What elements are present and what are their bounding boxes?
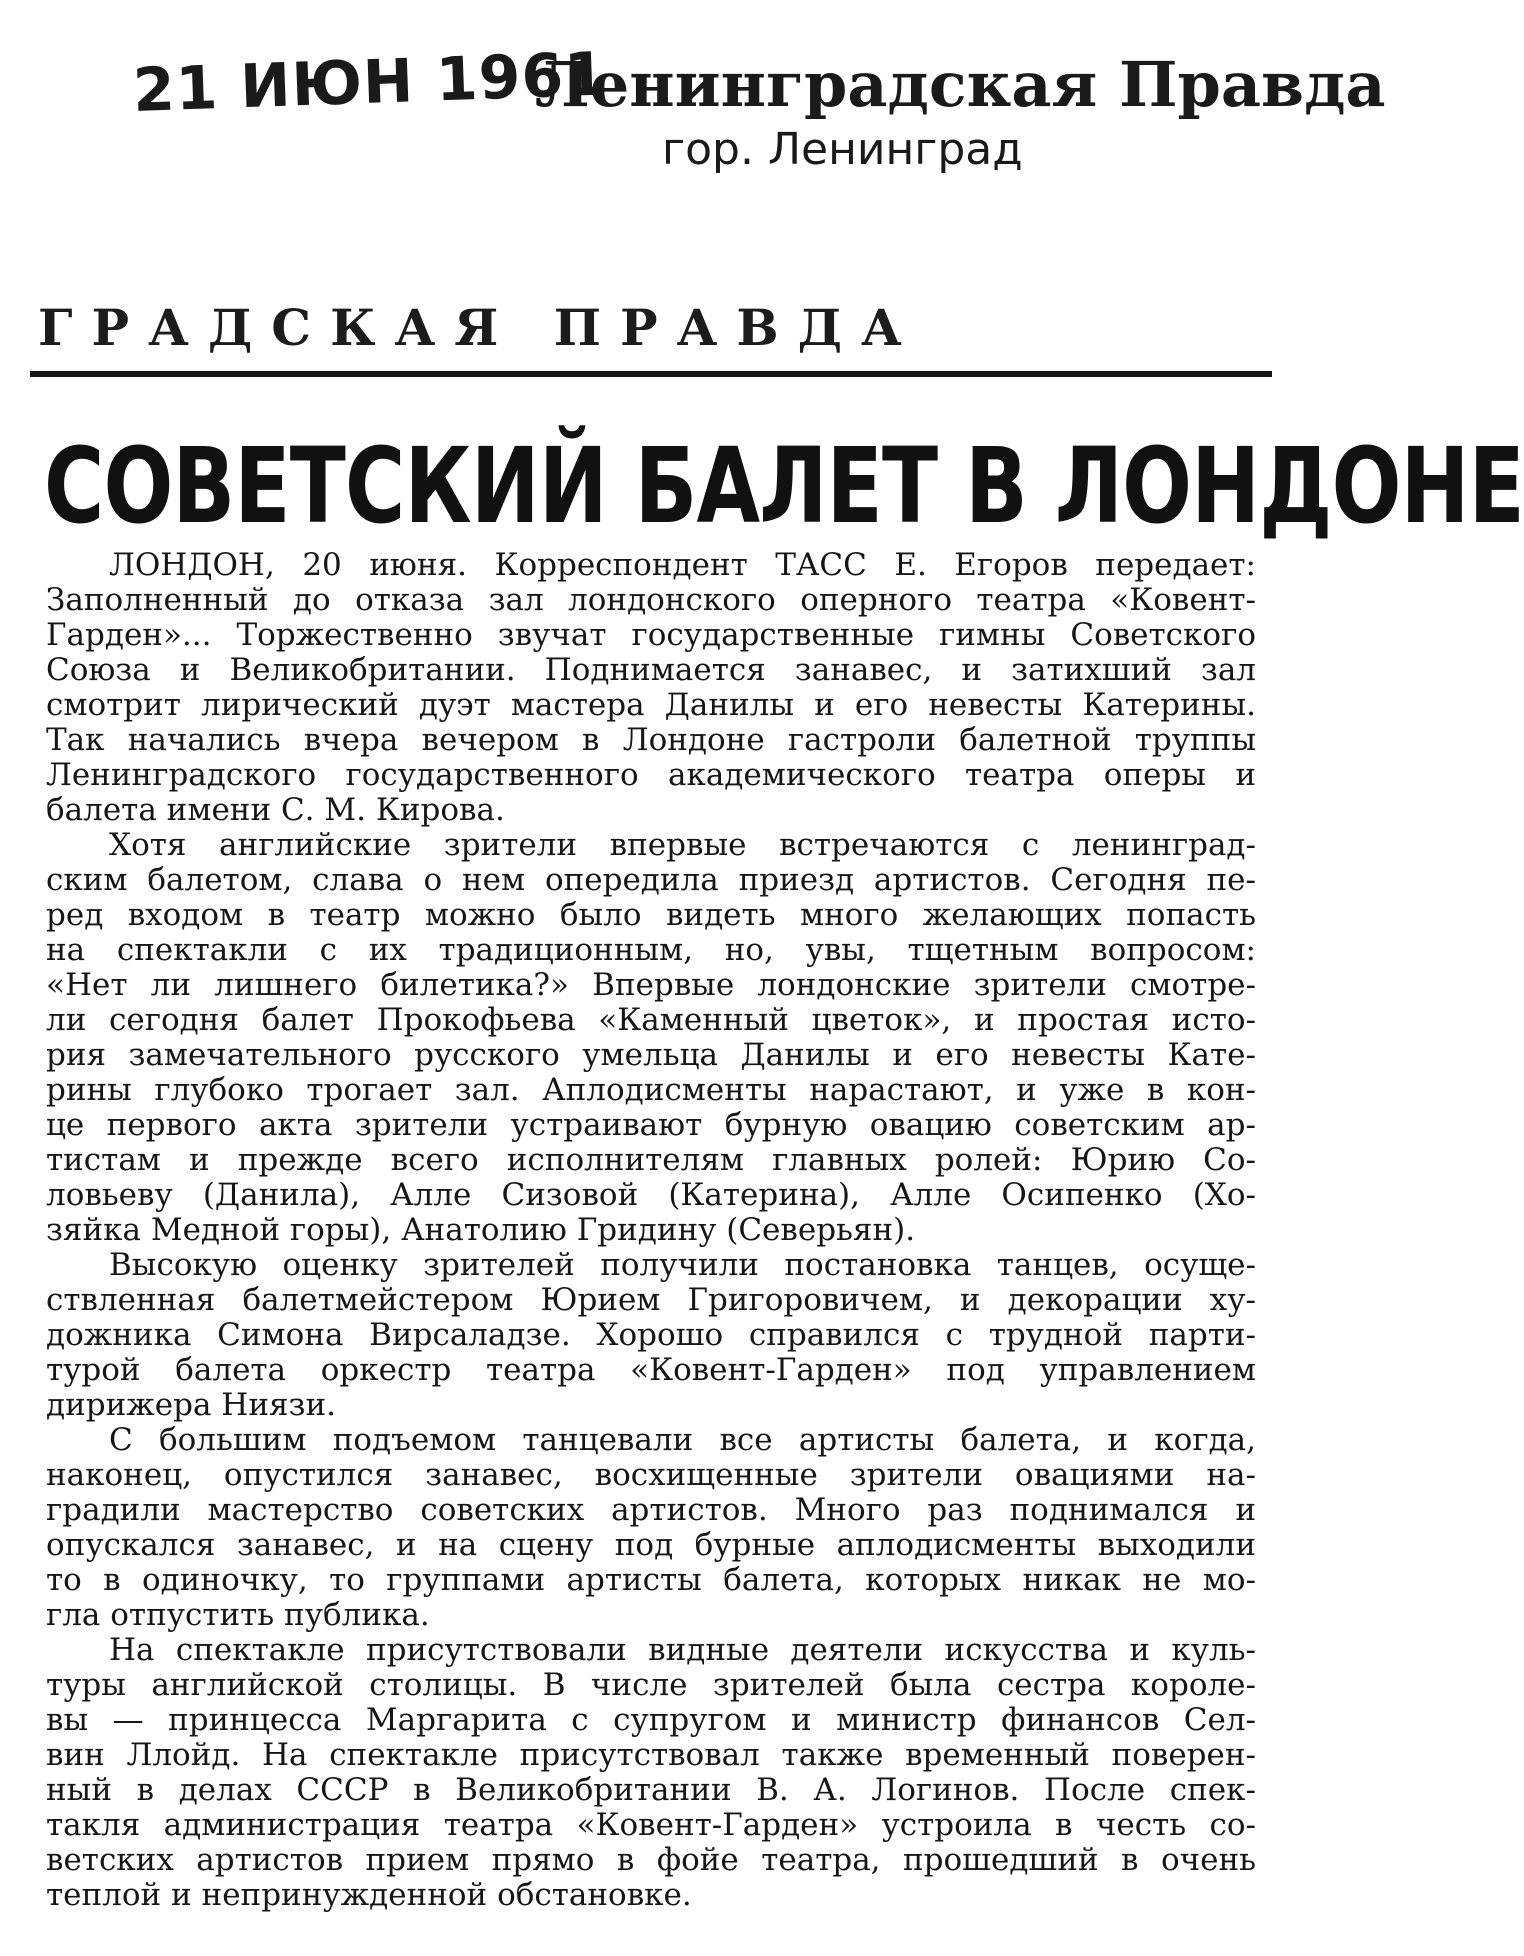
article-line: рия замечательного русского умельца Данилы и его невесты Кате- [46, 1037, 1256, 1073]
article-line: ловьеву (Данила), Алле Сизовой (Катерина), Алле Осипенко (Хо- [46, 1177, 1256, 1213]
article-line: ли сегодня балет Прокофьева «Каменный цветок», и простая исто- [46, 1002, 1256, 1038]
article-line: турой балета оркестр театра «Ковент-Гарден» под управлением [46, 1352, 1256, 1388]
article-line: С большим подъемом танцевали все артисты балета, и когда, [109, 1422, 1256, 1458]
article-line: вы — принцесса Маргарита с супругом и министр финансов Сел- [46, 1702, 1256, 1738]
article-line: Так начались вчера вечером в Лондоне гастроли балетной труппы [46, 722, 1256, 758]
article-line: дожника Симона Вирсаладзе. Хорошо справился с трудной парти- [46, 1317, 1256, 1353]
article-line: Союза и Великобритании. Поднимается занавес, и затихший зал [46, 652, 1256, 688]
article-line: на спектакли с их традиционным, но, увы, тщетным вопросом: [46, 932, 1256, 968]
article-line: вин Ллойд. На спектакле присутствовал также временный поверен- [46, 1737, 1256, 1773]
article-line: Заполненный до отказа зал лондонского оперного театра «Ковент- [46, 582, 1256, 618]
article-line: гла отпустить публика. [46, 1597, 430, 1633]
article-line: туры английской столицы. В числе зрителей была сестра короле- [46, 1667, 1256, 1703]
article-line: балета имени С. М. Кирова. [46, 792, 505, 828]
article-headline: СОВЕТСКИЙ БАЛЕТ В ЛОНДОНЕ [44, 425, 1524, 547]
stamp-date: 21 ИЮН 1961 [131, 39, 609, 126]
article-line: ный в делах СССР в Великобритании В. А. Логинов. После спек- [46, 1772, 1256, 1808]
article-line: ствленная балетмейстером Юрием Григоровичем, и декорации ху- [46, 1282, 1256, 1318]
article-line: тистам и прежде всего исполнителям главных ролей: Юрию Со- [46, 1142, 1256, 1178]
article-line: Хотя английские зрители впервые встречаются с ленинград- [109, 827, 1256, 863]
article-line: ским балетом, слава о нем опередила приезд артистов. Сегодня пе- [46, 862, 1256, 898]
article-body [46, 548, 1256, 1913]
article-line: рины глубоко трогает зал. Аплодисменты нарастают, и уже в кон- [46, 1072, 1256, 1108]
stamp-city: гор. Ленинград [662, 124, 1023, 175]
article-line: дирижера Ниязи. [46, 1387, 336, 1423]
article-line: Гарден»... Торжественно звучат государственные гимны Советского [46, 617, 1256, 653]
stamp-newspaper-name: Ленинградская Правда [535, 48, 1386, 121]
article-line: ЛОНДОН, 20 июня. Корреспондент ТАСС Е. Егоров передает: [109, 547, 1256, 583]
masthead: ГРАДСКАЯ ПРАВДА [38, 298, 921, 357]
article-line: градили мастерство советских артистов. Много раз поднимался и [46, 1492, 1256, 1528]
article-line: ред входом в театр можно было видеть много желающих попасть [46, 897, 1256, 933]
article-line: зяйка Медной горы), Анатолию Гридину (Северьян). [46, 1212, 916, 1248]
article-line: такля администрация театра «Ковент-Гарден» устроила в честь со- [46, 1807, 1256, 1843]
article-line: теплой и непринужденной обстановке. [46, 1877, 692, 1913]
article-line: смотрит лирический дуэт мастера Данилы и его невесты Катерины. [46, 687, 1256, 723]
article-line: Ленинградского государственного академического театра оперы и [46, 757, 1256, 793]
article-line: опускался занавес, и на сцену под бурные аплодисменты выходили [46, 1527, 1256, 1563]
article-line: то в одиночку, то группами артисты балета, которых никак не мо- [46, 1562, 1256, 1598]
article-line: Высокую оценку зрителей получили постановка танцев, осуще- [109, 1247, 1256, 1283]
masthead-divider [30, 371, 1272, 377]
article-line: наконец, опустился занавес, восхищенные зрители овациями на- [46, 1457, 1256, 1493]
article-line: «Нет ли лишнего билетика?» Впервые лондонские зрители смотре- [46, 967, 1256, 1003]
article-line: ветских артистов прием прямо в фойе театра, прошедший в очень [46, 1842, 1256, 1878]
article-line: На спектакле присутствовали видные деятели искусства и куль- [109, 1632, 1256, 1668]
article-line: це первого акта зрители устраивают бурную овацию советским ар- [46, 1107, 1256, 1143]
